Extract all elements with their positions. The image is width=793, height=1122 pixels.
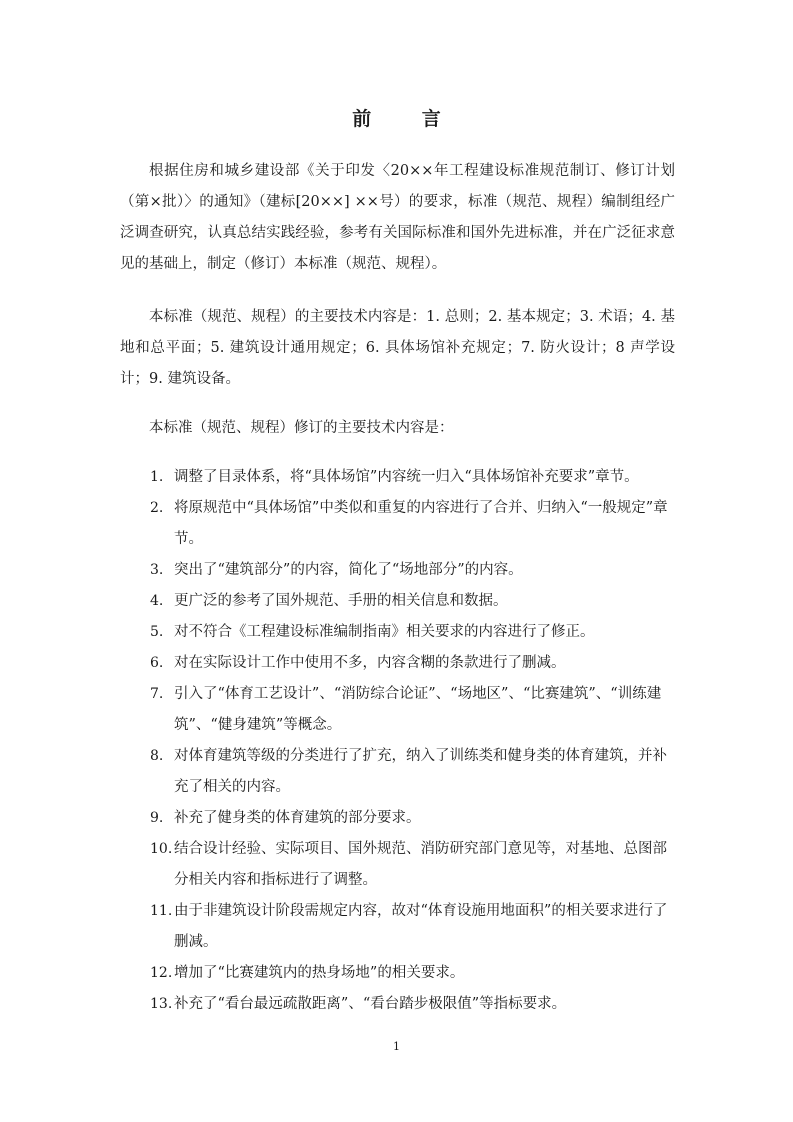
list-number: 11.	[150, 903, 173, 919]
list-number: 3.	[150, 562, 164, 578]
list-item	[120, 586, 680, 617]
list-number: 2.	[150, 500, 164, 516]
list-number: 1.	[150, 469, 164, 485]
list-item	[120, 617, 680, 648]
list-number: 7.	[150, 686, 164, 702]
list-item-text: 将原规范中“具体场馆”中类似和重复的内容进行了合并、归纳入“一般规定”章节。	[174, 500, 668, 547]
list-item	[120, 803, 680, 834]
list-item-text: 突出了“建筑部分”的内容，简化了“场地部分”的内容。	[174, 562, 523, 578]
list-item-text: 由于非建筑设计阶段需规定内容，故对“体育设施用地面积”的相关要求进行了删减。	[174, 903, 668, 950]
list-item-text: 引入了“体育工艺设计”、“消防综合论证”、“场地区”、“比赛建筑”、“训练建筑”、“健身建筑”等概念。	[174, 686, 662, 733]
list-number: 4.	[150, 593, 164, 609]
list-item	[120, 679, 680, 741]
list-item	[120, 834, 680, 896]
list-item-text: 增加了“比赛建筑内的热身场地”的相关要求。	[174, 965, 465, 981]
list-item	[120, 493, 680, 555]
list-item	[120, 555, 680, 586]
list-item-text: 更广泛的参考了国外规范、手册的相关信息和数据。	[174, 593, 508, 609]
list-number: 10.	[150, 841, 173, 857]
list-number: 9.	[150, 810, 164, 826]
list-item	[120, 741, 680, 803]
list-item	[120, 462, 680, 493]
list-item-text: 对体育建筑等级的分类进行了扩充，纳入了训练类和健身类的体育建筑，并补充了相关的内容。	[174, 748, 667, 795]
list-item-text: 调整了目录体系，将“具体场馆”内容统一归入“具体场馆补充要求”章节。	[174, 469, 639, 485]
list-item	[120, 958, 680, 989]
list-item	[120, 896, 680, 958]
page-title: 前 言	[352, 108, 463, 130]
list-item-text: 补充了“看台最远疏散距离”、“看台踏步极限值”等指标要求。	[174, 996, 567, 1012]
list-number: 13.	[150, 996, 173, 1012]
list-item-text: 补充了健身类的体育建筑的部分要求。	[174, 810, 421, 826]
list-item-text: 结合设计经验、实际项目、国外规范、消防研究部门意见等，对基地、总图部分相关内容和指标进行了调整。	[174, 841, 667, 888]
list-number: 8.	[150, 748, 164, 764]
list-item-text: 对在实际设计工作中使用不多，内容含糊的条款进行了删减。	[174, 655, 566, 671]
list-item	[120, 648, 680, 679]
list-number: 6.	[150, 655, 164, 671]
list-item	[120, 989, 680, 1020]
revision-list	[120, 462, 680, 1020]
list-number: 5.	[150, 624, 164, 640]
revision-intro-paragraph: 本标准（规范、规程）修订的主要技术内容是：	[149, 420, 454, 436]
intro-paragraph: 根据住房和城乡建设部《关于印发〈20××年工程建设标准规范制订、修订计划（第×批）〉的通知》（建标[20××] ××号）的要求，标准（规范、规程）编制组经广泛调查研究，认真总结实践经验，参考有关国际标准和国外先进标准，并在广泛征求意见的基础上，制定（修订）本标准（规范、规程）。	[120, 163, 675, 272]
list-item-text: 对不符合《工程建设标准编制指南》相关要求的内容进行了修正。	[174, 624, 595, 640]
list-number: 12.	[150, 965, 173, 981]
page-number: 1	[393, 1040, 400, 1053]
main-content-paragraph: 本标准（规范、规程）的主要技术内容是：1. 总则；2. 基本规定；3. 术语；4. 基地和总平面；5. 建筑设计通用规定；6. 具体场馆补充规定；7. 防火设计；8 声学设计；9. 建筑设备。	[120, 309, 675, 387]
